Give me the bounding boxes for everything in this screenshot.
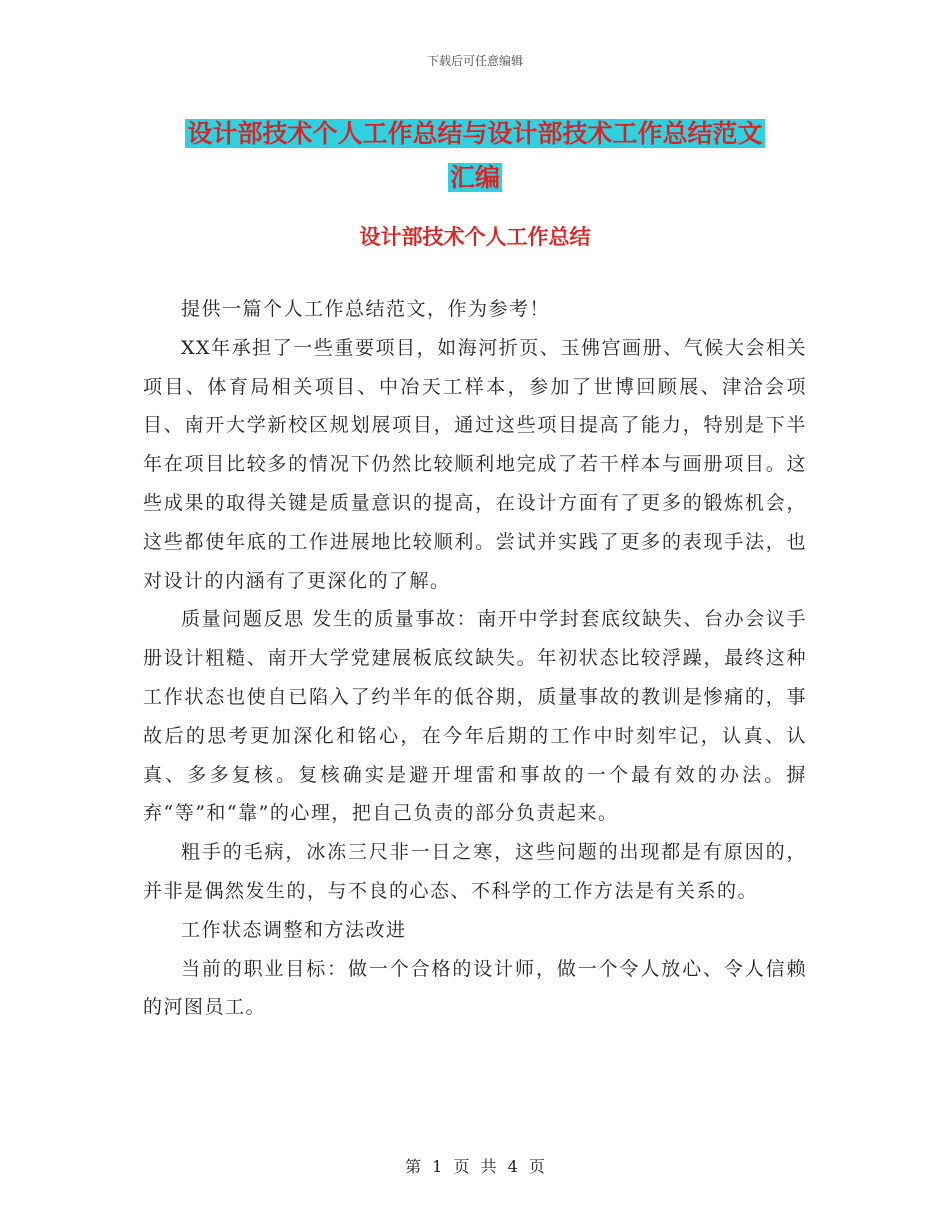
- document-title: [130, 112, 820, 200]
- paragraph: XX年承担了一些重要项目，如海河折页、玉佛宫画册、气候大会相关项目、体育局相关项目、中冶天工样本，参加了世博回顾展、津洽会项目、南开大学新校区规划展项目，通过这些项目提高了能力，特别是下半年在项目比较多的情况下仍然比较顺利地完成了若干样本与画册项目。这些成果的取得关键是质量意识的提高，在设计方面有了更多的锻炼机会，这些都使年底的工作进展地比较顺利。尝试并实践了更多的表现手法，也对设计的内涵有了更深化的了解。: [143, 336, 807, 592]
- document-body: [143, 290, 807, 1027]
- paragraph: 质量问题反思 发生的质量事故：南开中学封套底纹缺失、台办会议手册设计粗糙、南开大学党建展板底纹缺失。年初状态比较浮躁，最终这种工作状态也使自已陷入了约半年的低谷期，质量事故的教训是惨痛的，事故后的思考更加深化和铭心，在今年后期的工作中时刻牢记，认真、认真、多多复核。复核确实是避开埋雷和事故的一个最有效的办法。摒弃“等”和“靠”的心理，把自己负责的部分负责起来。: [143, 608, 807, 825]
- paragraph: 当前的职业目标：做一个合格的设计师，做一个令人放心、令人信赖的河图员工。: [143, 957, 807, 1019]
- document-title-line-2: 汇编: [449, 163, 500, 192]
- section-title: 设计部技术个人工作总结: [359, 225, 591, 249]
- page-number: 第 1 页 共 4 页: [405, 1157, 545, 1176]
- paragraph: 工作状态调整和方法改进: [181, 918, 407, 941]
- paragraph: 提供一篇个人工作总结范文，作为参考！: [181, 298, 551, 320]
- paragraph: 粗手的毛病，冰冻三尺非一日之寒，这些问题的出现都是有原因的，并非是偶然发生的，与不良的心态、不科学的工作方法是有关系的。: [143, 841, 807, 902]
- document-title-line-1: 设计部技术个人工作总结与设计部技术工作总结范文: [187, 119, 763, 148]
- header-note: 下载后可任意编辑: [426, 54, 523, 68]
